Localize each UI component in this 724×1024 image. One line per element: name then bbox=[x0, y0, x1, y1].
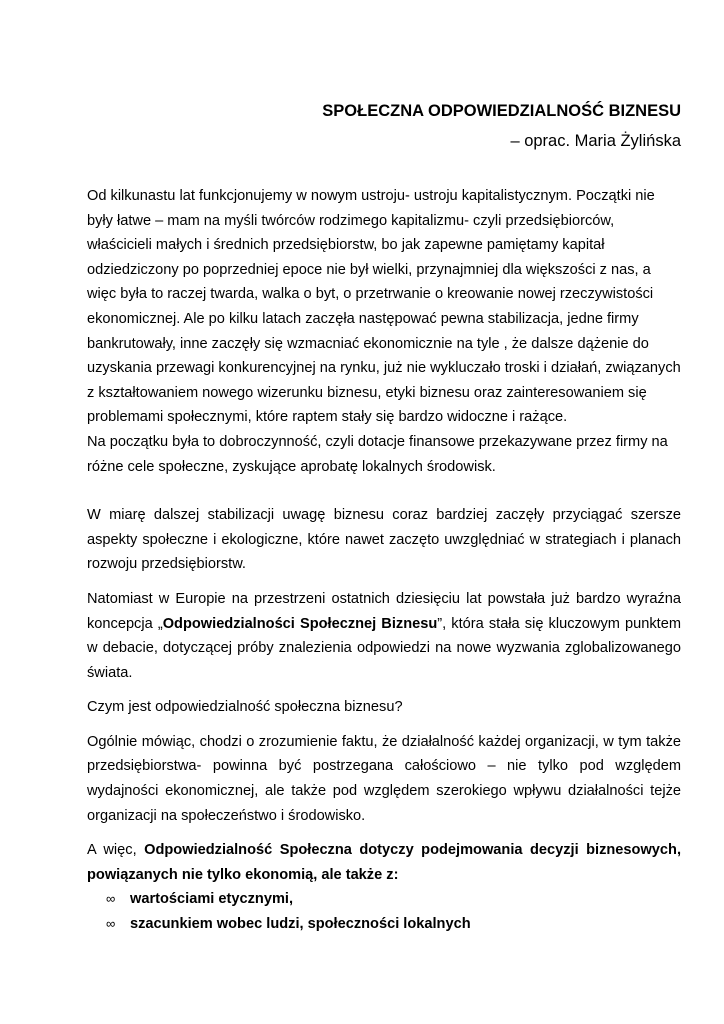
text-line: problemami społecznymi, które raptem stały się bardzo widoczne i rażące. bbox=[87, 409, 568, 426]
paragraph-question bbox=[87, 695, 681, 720]
list-item-text: szacunkiem wobec ludzi, społeczności lokalnych bbox=[130, 916, 471, 933]
paragraph-europe bbox=[87, 587, 681, 685]
text-line: ekonomicznej. Ale po kilku latach zaczęła następować pewna stabilizacja, jedne firmy bbox=[87, 310, 639, 327]
text-line: W miarę dalszej stabilizacji uwagę biznesu coraz bardziej zaczęły przyciągać szersze bbox=[87, 507, 681, 524]
text-line: uzyskania przewagi konkurencyjnej na rynku, już nie wykluczało troski i działań, związanych bbox=[87, 360, 681, 377]
text-line: Od kilkunastu lat funkcjonujemy w nowym ustroju- ustroju kapitalistycznym. Początki nie bbox=[87, 188, 655, 204]
paragraph-intro bbox=[87, 184, 681, 479]
text-line: rozwoju przedsiębiorstw. bbox=[87, 556, 246, 573]
text-fragment: A więc, bbox=[87, 842, 145, 859]
text-line: różne cele społeczne, zyskujące aprobatę lokalnych środowisk. bbox=[87, 458, 496, 475]
text-line: aspekty społeczne i ekologiczne, które nawet zaczęto uwzględniać w strategiach i planach bbox=[87, 531, 681, 548]
question-text: Czym jest odpowiedzialność społeczna biznesu? bbox=[87, 699, 403, 716]
list-item-text: wartościami etycznymi, bbox=[130, 891, 294, 908]
text-line: z kształtowaniem nowego wizerunku biznesu, etyki biznesu oraz zainteresowaniem się bbox=[87, 384, 647, 401]
document-author: – oprac. Maria Żylińska bbox=[510, 132, 681, 150]
text-fragment: koncepcja „ bbox=[87, 615, 163, 632]
text-line bbox=[87, 838, 681, 863]
bullet-list bbox=[87, 887, 681, 936]
infinity-bullet-icon: ∞ bbox=[106, 891, 116, 907]
text-line: właścicieli małych i średnich przedsiębiorstw, bo jak zapewne pamiętamy kapitał bbox=[87, 237, 605, 254]
document-body bbox=[87, 184, 681, 937]
text-line: bankrutowały, inne zaczęły się wzmacniać ekonomicznie na tyle , że dalsze dążenie do bbox=[87, 335, 649, 352]
infinity-bullet-icon: ∞ bbox=[106, 916, 116, 932]
text-line: odziedziczony po poprzedniej epoce nie był wielki, przynajmniej dla większości z nas, a bbox=[87, 261, 651, 278]
text-line: w debacie, dotyczącej próby znalezienia odpowiedzi na nowe wyzwania zglobalizowanego bbox=[87, 640, 681, 657]
text-line bbox=[87, 612, 681, 637]
text-line: organizacji na społeczeństwo i środowisko. bbox=[87, 807, 366, 824]
concept-name: Odpowiedzialności Społecznej Biznesu bbox=[162, 615, 438, 632]
text-line: Ogólnie mówiąc, chodzi o zrozumienie faktu, że działalność każdej organizacji, w tym także bbox=[87, 733, 681, 750]
title-block bbox=[322, 100, 681, 152]
bold-text: powiązanych nie tylko ekonomią, ale także z: bbox=[87, 866, 399, 883]
bold-text: Odpowiedzialność Społeczna dotyczy podejmowania decyzji biznesowych, bbox=[144, 842, 681, 859]
text-line: wydajności ekonomicznej, ale także pod względem szerokiego wpływu działalności tejże bbox=[87, 783, 681, 800]
text-line: Natomiast w Europie na przestrzeni ostatnich dziesięciu lat powstała już bardzo wyraźna bbox=[87, 590, 681, 607]
text-line: były łatwe – mam na myśli twórców rodzimego kapitalizmu- czyli przedsiębiorców, bbox=[87, 212, 615, 229]
text-line: więc była to raczej twarda, walka o byt, o przetrwanie o kreowanie nowej rzeczywistości bbox=[87, 286, 654, 303]
paragraph-definition bbox=[87, 730, 681, 828]
list-item bbox=[106, 887, 681, 912]
document-title: SPOŁECZNA ODPOWIEDZIALNOŚĆ BIZNESU bbox=[322, 102, 681, 120]
text-line: świata. bbox=[87, 664, 133, 681]
paragraph-stabilization bbox=[87, 503, 681, 577]
text-fragment: ”, która stała się kluczowym punktem bbox=[437, 615, 681, 632]
paragraph-summary bbox=[87, 838, 681, 887]
list-item bbox=[106, 912, 681, 937]
text-line: przedsiębiorstwa- powinna być postrzegana całościowo – nie tylko pod względem bbox=[87, 758, 681, 775]
text-line: Na początku była to dobroczynność, czyli dotacje finansowe przekazywane przez firmy na bbox=[87, 433, 668, 450]
